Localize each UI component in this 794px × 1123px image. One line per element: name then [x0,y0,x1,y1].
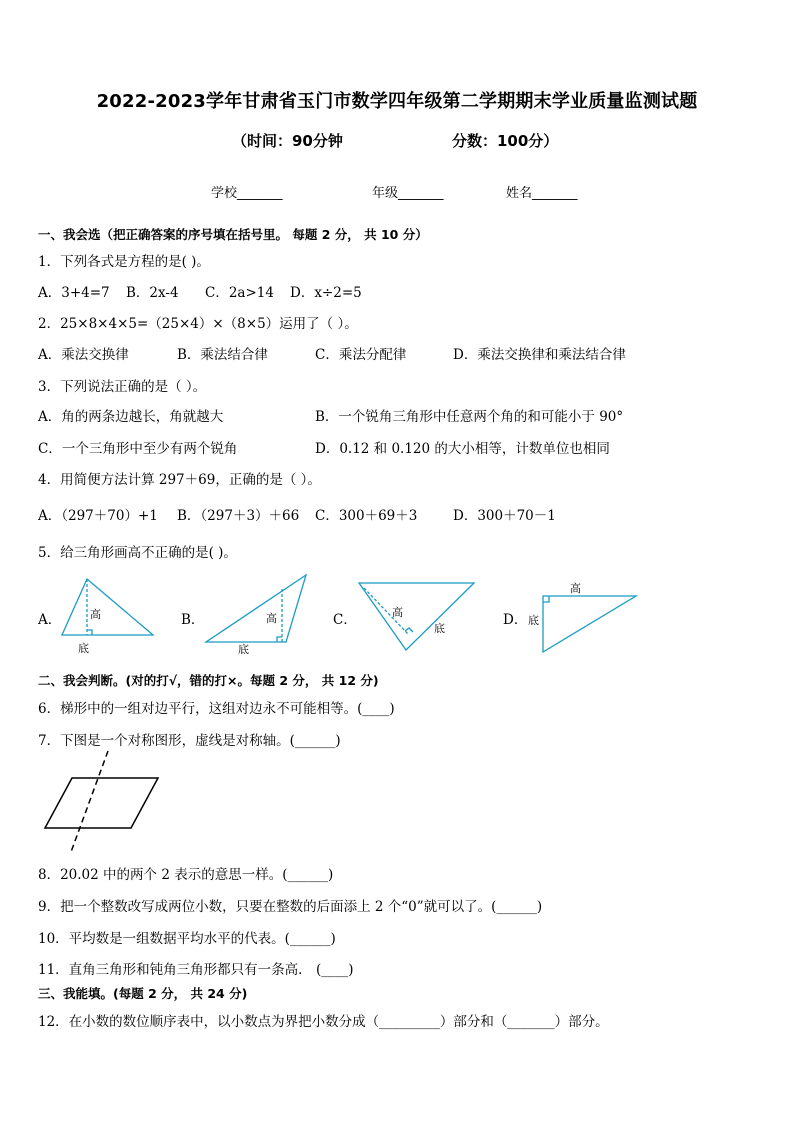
triangle-b-height-label: 高 [266,612,277,625]
q5-option-c[interactable]: C． [333,612,357,628]
school-field[interactable]: 学校_______ [211,186,283,201]
triangle-d-height-label: 高 [570,582,581,595]
section-2-heading: 二、我会判断。(对的打√，错的打×。每题 2 分， 共 12 分) [38,673,379,688]
q2-option-d[interactable]: D．乘法交换律和乘法结合律 [453,347,626,363]
q3-option-d[interactable]: D．0.12 和 0.120 的大小相等，计数单位也相同 [315,441,610,457]
q5-option-d[interactable]: D． [503,612,528,628]
question-1-stem: 1．下列各式是方程的是( )。 [38,254,210,270]
name-field[interactable]: 姓名_______ [506,186,578,201]
triangle-d-figure [543,596,636,652]
triangle-c-figure [359,583,474,650]
q4-option-d[interactable]: D．300＋70－1 [453,508,556,524]
q1-option-d[interactable]: D．x÷2=5 [290,285,362,301]
section-3-heading: 三、我能填。(每题 2 分， 共 24 分) [38,986,248,1001]
question-2-stem: 2．25×8×4×5=（25×4）×（8×5）运用了（ ）。 [38,316,358,332]
symmetry-axis-line [71,751,108,852]
page-title: 2022-2023学年甘肃省玉门市数学四年级第二学期期末学业质量监测试题 [96,91,698,112]
question-5-stem: 5．给三角形画高不正确的是( )。 [38,545,237,561]
q7-parallelogram-figure [0,748,200,858]
section-1-heading: 一、我会选（把正确答案的序号填在括号里。 每题 2 分， 共 10 分） [38,227,428,242]
triangle-a-figure [62,579,153,635]
triangle-c-height-label: 高 [392,606,403,619]
question-10: 10．平均数是一组数据平均水平的代表。(______) [38,931,336,947]
q5-option-a[interactable]: A． [38,612,62,628]
triangle-c-base-label: 底 [434,622,445,635]
q2-option-c[interactable]: C．乘法分配律 [315,347,407,363]
q4-option-a[interactable]: A．（297＋70）+1 [38,508,158,524]
q2-option-b[interactable]: B．乘法结合律 [177,347,268,363]
question-3-stem: 3．下列说法正确的是（ ）。 [38,379,207,395]
triangle-b-base-label: 底 [238,643,249,656]
question-6: 6．梯形中的一组对边平行，这组对边永不可能相等。(____) [38,701,395,717]
q3-option-a[interactable]: A．角的两条边越长，角就越大 [38,409,224,425]
triangle-a-base-label: 底 [78,642,89,655]
grade-field[interactable]: 年级_______ [372,186,444,201]
q1-option-c[interactable]: C．2a>14 [205,285,274,301]
q3-option-c[interactable]: C．一个三角形中至少有两个锐角 [38,441,238,457]
question-9: 9．把一个整数改写成两位小数，只要在整数的后面添上 2 个“0”就可以了。(______) [38,899,543,915]
parallelogram-shape [45,778,158,828]
q5-option-b[interactable]: B． [181,612,205,628]
q4-option-b[interactable]: B．（297＋3）＋66 [177,508,300,524]
exam-time: （时间：90分钟 [232,132,343,150]
question-7: 7．下图是一个对称图形，虚线是对称轴。(______) [38,733,341,749]
q4-option-c[interactable]: C．300＋69＋3 [315,508,418,524]
q1-option-b[interactable]: B．2x-4 [126,285,179,301]
question-12: 12．在小数的数位顺序表中，以小数点为界把小数分成（_________）部分和（_______）部分。 [38,1014,609,1030]
q5-figures [0,560,794,670]
q3-option-b[interactable]: B．一个锐角三角形中任意两个角的和可能小于 90° [315,409,624,425]
question-11: 11．直角三角形和钝角三角形都只有一条高． (____) [38,962,354,978]
question-4-stem: 4．用简便方法计算 297＋69，正确的是（ ）。 [38,472,321,488]
question-8: 8．20.02 中的两个 2 表示的意思一样。(______) [38,867,334,883]
q2-option-a[interactable]: A．乘法交换律 [38,347,129,363]
triangle-a-height-label: 高 [90,608,101,621]
triangle-d-base-label: 底 [528,614,539,627]
exam-score: 分数：100分） [452,132,559,150]
q1-option-a[interactable]: A．3+4=7 [38,285,110,301]
triangle-b-figure [206,575,306,642]
